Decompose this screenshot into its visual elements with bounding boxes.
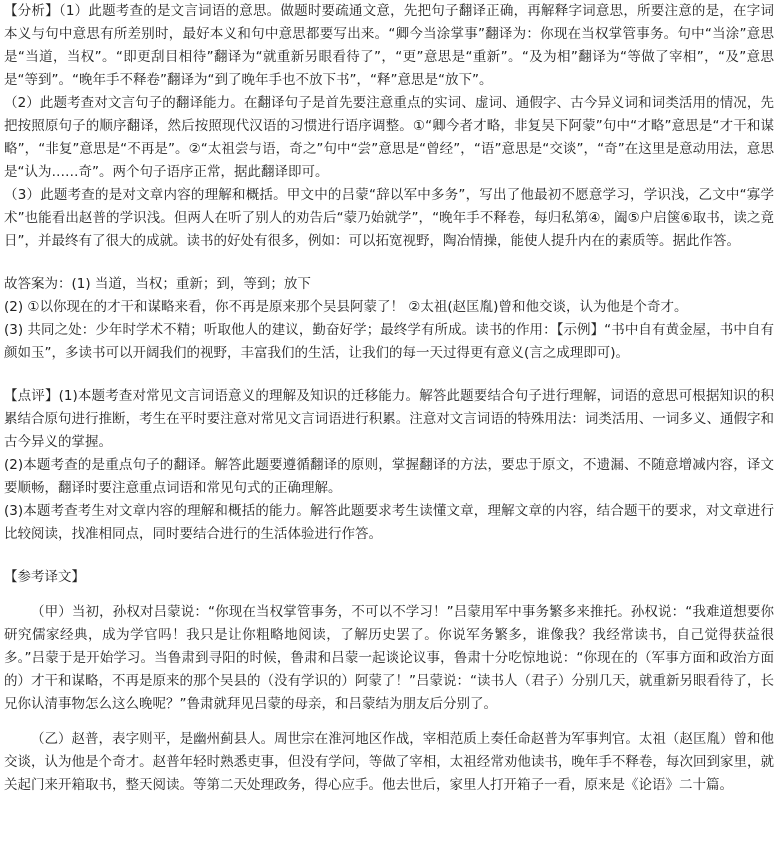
translation-yi: （乙）赵普，表字则平，是幽州蓟县人。周世宗在淮河地区作战，宰相范质上奏任命赵普为军事判官。太祖（赵匡胤）曾和他交谈，认为他是个奇才。赵普年轻时熟悉吏事，但没有学问，等做了宰相，太祖经常劝他读书，晚年手不释卷，每次回到家里，就关起门来开箱取书，整天阅读。等第二天处理政务，得心应手。他去世后，家里人打开箱子一看，原来是《论语》二十篇。 (4, 731, 774, 793)
translation-jia: （甲）当初，孙权对吕蒙说：“你现在当权掌管事务，不可以不学习！”吕蒙用军中事务繁多来推托。孙权说：“我难道想要你研究儒家经典，成为学官吗！我只是让你粗略地阅读，了解历史罢了。你说军务繁多，谁像我？我经常读书，自己觉得获益很多。”吕蒙于是开始学习。当鲁肃到寻阳的时候，鲁肃和吕蒙一起谈论议事，鲁肃十分吃惊地说：“你现在的（军事方面和政治方面的）才干和谋略，不再是原来的那个吴县的（没有学识的）阿蒙了！”吕蒙说：“读书人（君子）分别几天，就重新另眼看待了，长兄你认清事物怎么这么晚呢？”鲁肃就拜见吕蒙的母亲，和吕蒙结为朋友后分别了。 (4, 604, 774, 712)
comment-section (4, 385, 774, 546)
analysis-part-2: （2）此题考查对文言句子的翻译能力。在翻译句子是首先要注意重点的实词、虚词、通假字、古今异义词和词类活用的情况，先把按照原句子的顺序翻译，然后按照现代汉语的习惯进行语序调整。①“卿今者才略，非复吴下阿蒙”句中“才略”意思是“才干和谋略”，“非复”意思是“不再是”。②“太祖尝与语，奇之”句中“尝”意思是“曾经”，“语”意思是“交谈”，“奇”在这里是意动用法，意思是“认为……奇”。两个句子语序正常，据此翻译即可。 (4, 95, 774, 180)
comment-part-2: (2)本题考查的是重点句子的翻译。解答此题要遵循翻译的原则，掌握翻译的方法，要忠于原文，不遗漏、不随意增减内容，译文要顺畅，翻译时要注意重点词语和常见句式的正确理解。 (4, 457, 774, 496)
answer-section (4, 273, 774, 365)
answer-line-3: (3) 共同之处：少年时学术不精；听取他人的建议，勤奋好学；最终学有所成。读书的作用：【示例】“书中自有黄金屋，书中自有颜如玉”，多读书可以开阔我们的视野，丰富我们的生活，让我们的每一天过得更有意义(言之成理即可)。 (4, 322, 774, 361)
translation-heading: 【参考译文】 (4, 569, 85, 585)
analysis-section (4, 0, 774, 253)
answer-line-1: 故答案为：(1) 当道，当权；重新；到，等到；放下 (4, 276, 311, 292)
analysis-part-1: 【分析】（1）此题考查的是文言词语的意思。做题时要疏通文意，先把句子翻译正确，再解释字词意思，所要注意的是，在字词本义与句中意思有所差别时，最好本义和句中意思都要写出来。“卿今当涂掌事”翻译为：你现在当权掌管事务。句中“当涂”意思是“当道，当权”。“即更刮目相待”翻译为“就重新另眼看待了”，“更”意思是“重新”。“及为相”翻译为“等做了宰相”，“及”意思是“等到”。“晚年手不释卷”翻译为“到了晚年手也不放下书”，“释”意思是“放下”。 (4, 3, 774, 88)
analysis-part-3: （3）此题考查的是对文章内容的理解和概括。甲文中的吕蒙“辞以军中多务”，写出了他最初不愿意学习，学识浅，乙文中“寡学术”也能看出赵普的学识浅。但两人在听了别人的劝告后“蒙乃始就学”，“晚年手不释卷，每归私第④，阖⑤户启箧⑥取书，读之竟日”，并最终有了很大的成就。读书的好处有很多，例如：可以拓宽视野，陶冶情操，能使人提升内在的素质等。据此作答。 (4, 187, 774, 249)
translation-section (4, 566, 774, 797)
comment-part-1: 【点评】(1)本题考查对常见文言词语意义的理解及知识的迁移能力。解答此题要结合句子进行理解，词语的意思可根据知识的积累结合原句进行推断，考生在平时要注意对常见文言词语进行积累。注意对文言词语的特殊用法：词类活用、一词多义、通假字和古今异义的掌握。 (4, 388, 774, 450)
comment-part-3: (3)本题考查考生对文章内容的理解和概括的能力。解答此题要求考生读懂文章，理解文章的内容，结合题干的要求，对文章进行比较阅读，找准相同点，同时要结合进行的生活体验进行作答。 (4, 503, 774, 542)
answer-line-2: (2) ①以你现在的才干和谋略来看，你不再是原来那个吴县阿蒙了！ ②太祖(赵匡胤)曾和他交谈，认为他是个奇才。 (4, 299, 688, 315)
